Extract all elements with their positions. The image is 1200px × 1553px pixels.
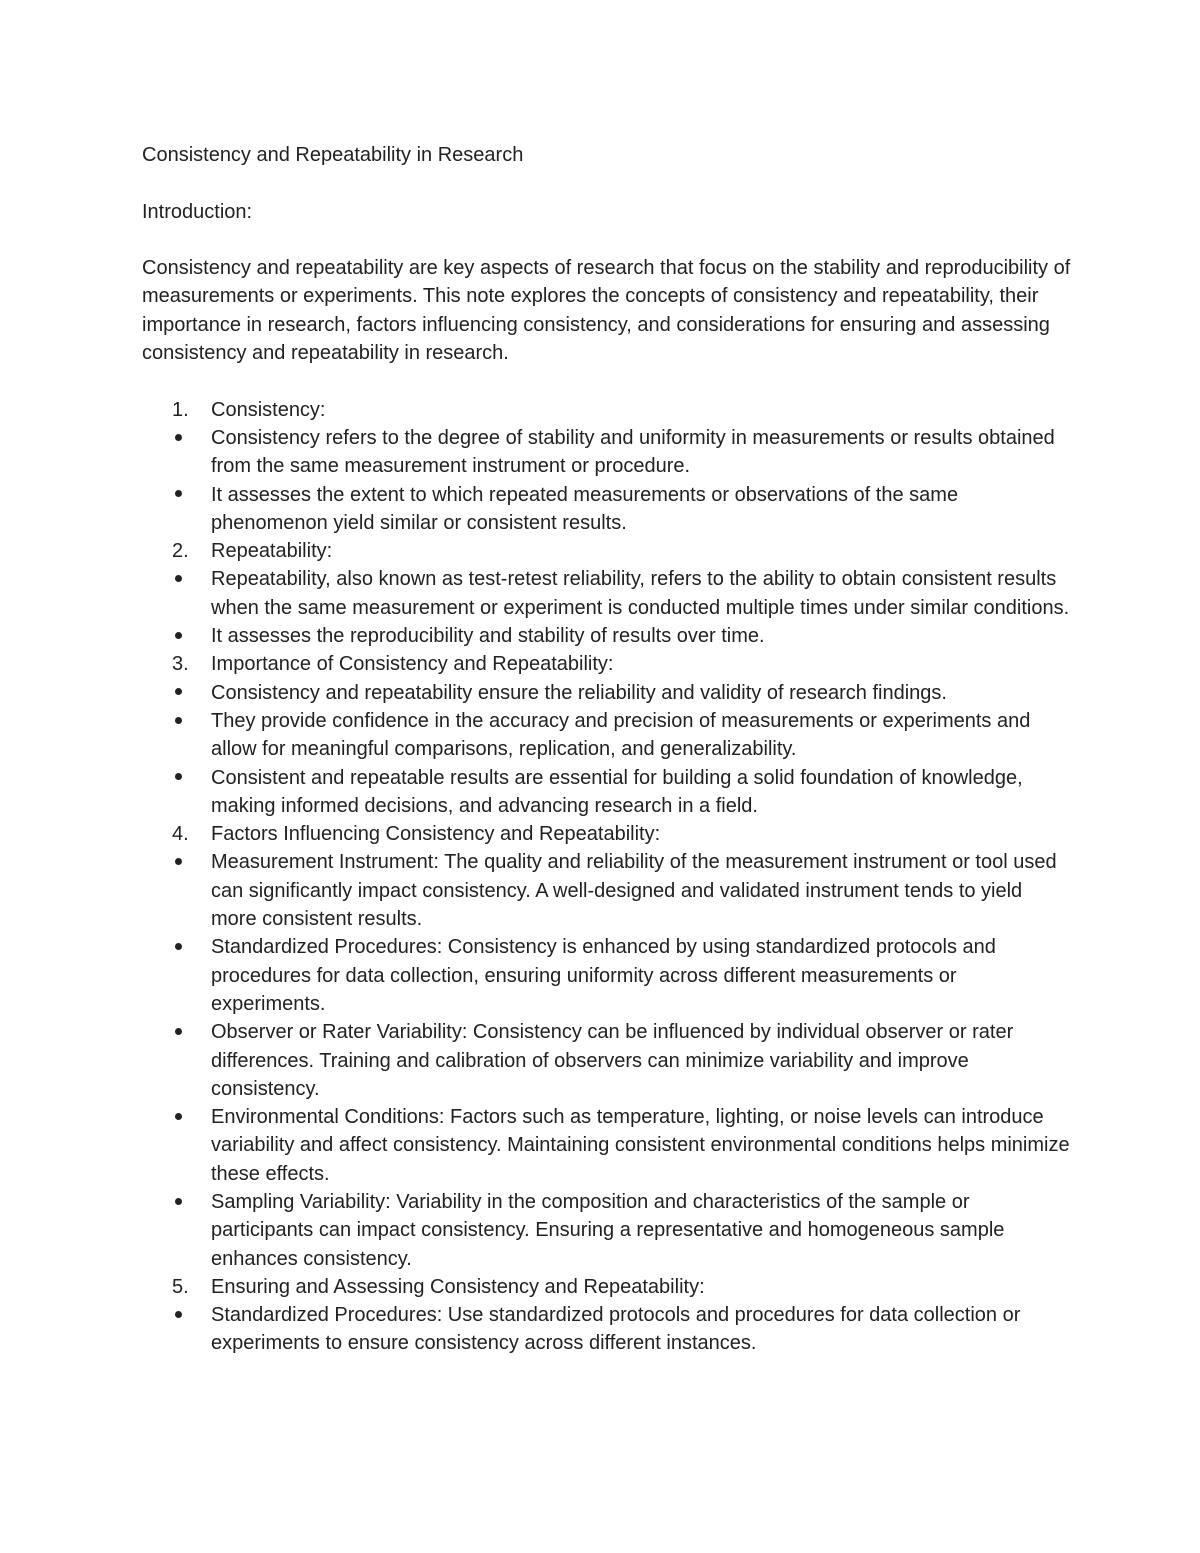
bullet-dot-icon [172,1103,184,1131]
list-number [172,650,232,678]
numbered-item [142,396,1072,424]
bullet-text: Standardized Procedures: Consistency is enhanced by using standardized protocols and procedures for data collection, ensuring uniformity across different measurements or experiments. [211,936,996,1015]
bullet-item [142,933,1072,1018]
bullet-item [142,481,1072,538]
document-title: Consistency and Repeatability in Research [142,144,524,166]
document-page [142,141,1072,1358]
bullet-item [142,1103,1072,1188]
bullet-text: Measurement Instrument: The quality and reliability of the measurement instrument or tool used can significantly impact consistency. A well-designed and validated instrument tends to yield more consistent results. [211,851,1057,931]
list-number [172,1273,232,1301]
bullet-item [142,1301,1072,1358]
numbered-item [142,650,1072,678]
bullet-text: Repeatability, also known as test-retest reliability, refers to the ability to obtain consistent results when the same measurement or experiment is conducted multiple times under similar conditions. [211,568,1070,619]
bullet-text: It assesses the reproducibility and stability of results over time. [211,625,765,648]
bullet-dot-icon [172,1301,184,1329]
section-heading: Ensuring and Assessing Consistency and Repeatability: [211,1275,705,1298]
intro-paragraph: Consistency and repeatability are key aspects of research that focus on the stability and reproducibility of measurements or experiments. This note explores the concepts of consistency and repeatability, their importance in research, factors influencing consistency, and considerations for ensuring and assessing consistency and repeatability in research. [142,257,1071,365]
bullet-item [142,679,1072,707]
bullet-dot-icon [172,707,184,735]
bullet-text: Sampling Variability: Variability in the composition and characteristics of the sample or participants can impact consistency. Ensuring a representative and homogeneous sample enhances consistency. [211,1190,1005,1270]
list-number [172,396,232,424]
intro-heading: Introduction: [142,200,253,223]
bullet-item [142,707,1072,764]
section-list [142,396,1072,1358]
bullet-text: Consistent and repeatable results are essential for building a solid foundation of knowledge, making informed decisions, and advancing research in a field. [211,766,1023,817]
numbered-item [142,1273,1072,1301]
bullet-dot-icon [172,565,184,593]
bullet-text: It assesses the extent to which repeated measurements or observations of the same phenomenon yield similar or consistent results. [211,483,959,534]
bullet-item [142,764,1072,821]
bullet-item [142,424,1072,481]
list-number-text: 2. [172,540,189,563]
bullet-dot-icon [172,764,184,792]
bullet-text: Consistency refers to the degree of stability and uniformity in measurements or results obtained from the same measurement instrument or procedure. [211,426,1055,478]
section-heading: Repeatability: [211,540,333,563]
numbered-item [142,820,1072,848]
bullet-dot-icon [172,481,184,509]
list-number [172,537,232,565]
bullet-dot-icon [172,1018,184,1046]
bullet-dot-icon [172,1188,184,1216]
numbered-item [142,537,1072,565]
bullet-item [142,1018,1072,1103]
bullet-item [142,1188,1072,1273]
bullet-dot-icon [172,848,184,876]
bullet-text: Observer or Rater Variability: Consistency can be influenced by individual observer or rater differences. Training and calibration of observers can minimize variability and improve consistency. [211,1021,1014,1100]
list-number [172,820,232,848]
bullet-text: They provide confidence in the accuracy and precision of measurements or experiments and allow for meaningful comparisons, replication, and generalizability. [211,709,1031,761]
section-heading: Importance of Consistency and Repeatability: [211,653,614,676]
list-number-text: 4. [172,823,189,846]
bullet-item [142,848,1072,933]
bullet-item [142,622,1072,650]
bullet-text: Standardized Procedures: Use standardized protocols and procedures for data collection or experiments to ensure consistency across different instances. [211,1304,1021,1355]
list-number-text: 5. [172,1275,189,1298]
bullet-dot-icon [172,424,184,452]
list-number-text: 1. [172,398,189,421]
bullet-dot-icon [172,679,184,707]
bullet-item [142,565,1072,622]
section-heading: Consistency: [211,398,326,421]
list-number-text: 3. [172,653,189,676]
bullet-dot-icon [172,622,184,650]
section-heading: Factors Influencing Consistency and Repeatability: [211,823,661,846]
bullet-text: Consistency and repeatability ensure the reliability and validity of research findings. [211,681,947,704]
bullet-dot-icon [172,933,184,961]
bullet-text: Environmental Conditions: Factors such as temperature, lighting, or noise levels can introduce variability and affect consistency. Maintaining consistent environmental conditions helps minimize these effects. [211,1106,1070,1185]
